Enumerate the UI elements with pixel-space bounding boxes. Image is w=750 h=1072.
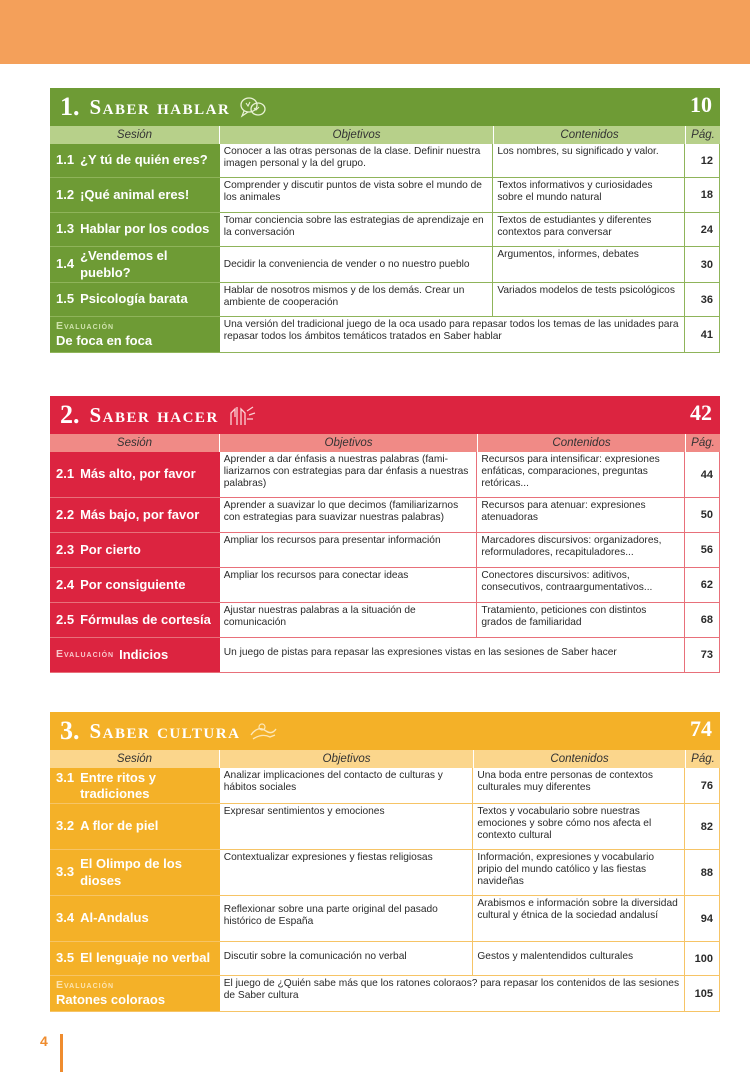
section-name: Saber cultura bbox=[89, 718, 241, 743]
hands-tools-icon bbox=[227, 403, 257, 427]
objetivos-cell: Ampliar los recursos para conectar ideas bbox=[220, 568, 478, 602]
page-cell: 24 bbox=[700, 223, 713, 236]
table-row bbox=[50, 896, 719, 942]
session-number: 2.5 bbox=[56, 611, 75, 627]
session-number: 1.5 bbox=[56, 291, 75, 307]
session-title: Entre ritos y tradiciones bbox=[80, 770, 156, 802]
header-sesion: Sesión bbox=[50, 750, 220, 768]
page-cell: 44 bbox=[700, 468, 713, 481]
contenidos-cell: Recursos para atenuar: expresiones atenuadoras bbox=[477, 498, 685, 532]
contenidos-cell: Textos de estudiantes y diferentes contextos para conversar bbox=[493, 213, 685, 246]
contenidos-cell: Gestos y malentendidos culturales bbox=[473, 942, 685, 975]
table-row bbox=[50, 452, 719, 498]
session-title: Fórmulas de cortesía bbox=[80, 611, 211, 627]
session-cell bbox=[50, 804, 220, 849]
session-title: ¿Vendemos el pueblo? bbox=[80, 248, 168, 280]
page-cell: 56 bbox=[700, 544, 713, 556]
header-pag: Pág. bbox=[691, 129, 715, 141]
header-objetivos: Objetivos bbox=[220, 434, 478, 452]
contenidos-cell: Argumentos, informes, debates bbox=[493, 247, 685, 282]
page-cell: 12 bbox=[700, 154, 713, 167]
contenidos-cell: Arabismos e información sobre la diversidad cultural y étnica de la sociedad andalusí bbox=[473, 896, 685, 941]
section-saber-hablar bbox=[50, 88, 720, 353]
globe-hands-icon bbox=[248, 719, 278, 743]
page-cell: 82 bbox=[700, 820, 713, 833]
section-title-bar bbox=[50, 396, 720, 434]
session-cell bbox=[50, 896, 220, 941]
contenidos-cell: Conectores discursivos: aditivos, consecutivos, contraargumentativos... bbox=[477, 568, 685, 602]
evaluation-row bbox=[50, 317, 719, 353]
evaluation-label: Evaluación bbox=[56, 319, 115, 332]
session-number: 1.3 bbox=[56, 221, 75, 237]
session-cell bbox=[50, 283, 220, 316]
header-sesion: Sesión bbox=[50, 126, 220, 144]
session-number: 1.4 bbox=[56, 256, 75, 272]
section-saber-cultura bbox=[50, 712, 720, 1012]
page-cell: 105 bbox=[694, 987, 713, 1000]
section-number: 2. bbox=[60, 400, 80, 429]
section-name: Saber hacer bbox=[89, 402, 219, 427]
evaluation-text: Un juego de pistas para repasar las expresiones vistas en las sesiones de Saber hacer bbox=[220, 638, 685, 672]
objetivos-cell: Reflexionar sobre una parte original del pasado histórico de España bbox=[220, 896, 474, 941]
table-row bbox=[50, 144, 719, 178]
evaluation-cell bbox=[50, 638, 220, 672]
table-row bbox=[50, 213, 719, 247]
evaluation-text: Una versión del tradicional juego de la oca usado para repasar todos los temas de las unidades para repasar todos los ámbitos temáticos tratados en Saber hablar bbox=[220, 317, 685, 352]
contenidos-cell: Una boda entre personas de contextos culturales muy diferentes bbox=[473, 768, 685, 803]
table-row bbox=[50, 804, 719, 850]
evaluation-title: Ratones coloraos bbox=[56, 991, 166, 1007]
header-objetivos: Objetivos bbox=[220, 750, 474, 768]
page-cell: 36 bbox=[700, 293, 713, 306]
session-number: 3.2 bbox=[56, 818, 75, 834]
session-title: Al-Andalus bbox=[80, 910, 149, 926]
header-objetivos: Objetivos bbox=[220, 126, 494, 144]
top-band bbox=[0, 0, 750, 64]
evaluation-cell bbox=[50, 317, 220, 352]
table-row bbox=[50, 568, 719, 603]
section-start-page: 74 bbox=[690, 716, 712, 741]
contenidos-cell: Textos y vocabulario sobre nuestras emociones y sobre cómo nos afecta el contexto cultural bbox=[473, 804, 685, 849]
evaluation-label: Evaluación bbox=[56, 648, 115, 661]
evaluation-label: Evaluación bbox=[56, 978, 115, 991]
session-title: El lenguaje no verbal bbox=[80, 950, 211, 966]
objetivos-cell: Expresar sentimientos y emociones bbox=[220, 804, 474, 849]
evaluation-cell bbox=[50, 976, 220, 1011]
evaluation-title: De foca en foca bbox=[56, 332, 153, 348]
session-cell bbox=[50, 452, 220, 497]
column-headers bbox=[50, 434, 720, 452]
page-cell: 100 bbox=[694, 952, 713, 965]
objetivos-cell: Decidir la conveniencia de vender o no nuestro pueblo bbox=[220, 247, 494, 282]
session-title: Por consiguiente bbox=[80, 576, 186, 592]
contenidos-cell: Tratamiento, peticiones con distintos grados de familiaridad bbox=[477, 603, 685, 637]
session-cell bbox=[50, 603, 220, 637]
session-title: El Olimpo de los dioses bbox=[80, 856, 182, 888]
table-row bbox=[50, 498, 719, 533]
session-title: Psicología barata bbox=[80, 291, 188, 307]
table-row bbox=[50, 247, 719, 283]
session-cell bbox=[50, 850, 220, 895]
page-cell: 88 bbox=[700, 866, 713, 879]
header-pag: Pág. bbox=[691, 437, 715, 449]
column-headers bbox=[50, 126, 720, 144]
session-cell bbox=[50, 768, 220, 803]
contenidos-cell: Recursos para intensificar: expresiones enfáticas, comparaciones, preguntas retóricas... bbox=[477, 452, 685, 497]
session-number: 1.2 bbox=[56, 186, 75, 202]
page-cell: 73 bbox=[700, 649, 713, 661]
section-name: Saber hablar bbox=[89, 94, 231, 119]
contenidos-cell: Marcadores discursivos: organizadores, reformuladores, recapituladores... bbox=[477, 533, 685, 567]
table-row bbox=[50, 768, 719, 804]
objetivos-cell: Ajustar nuestras palabras a la situación de comunicación bbox=[220, 603, 478, 637]
session-number: 3.4 bbox=[56, 910, 75, 926]
page-cell: 62 bbox=[700, 579, 713, 591]
objetivos-cell: Discutir sobre la comunicación no verbal bbox=[220, 942, 474, 975]
session-title: Más alto, por favor bbox=[80, 466, 196, 482]
session-cell bbox=[50, 144, 220, 177]
table-row bbox=[50, 942, 719, 976]
session-number: 1.1 bbox=[56, 152, 75, 168]
contenidos-cell: Información, expresiones y vocabulario pripio del mundo católico y las fiestas navideñas bbox=[473, 850, 685, 895]
page-cell: 50 bbox=[700, 509, 713, 521]
session-cell bbox=[50, 942, 220, 975]
session-number: 2.4 bbox=[56, 576, 75, 592]
page-cell: 30 bbox=[700, 258, 713, 271]
session-number: 2.3 bbox=[56, 541, 75, 557]
session-number: 2.1 bbox=[56, 466, 75, 482]
section-table-body bbox=[50, 144, 720, 353]
evaluation-row bbox=[50, 976, 719, 1012]
table-row bbox=[50, 283, 719, 317]
session-cell bbox=[50, 178, 220, 212]
page-cell: 41 bbox=[700, 328, 713, 341]
table-row bbox=[50, 603, 719, 638]
page-cell: 94 bbox=[700, 912, 713, 925]
session-cell bbox=[50, 498, 220, 532]
section-start-page: 42 bbox=[690, 400, 712, 425]
header-contenidos: Contenidos bbox=[474, 750, 686, 768]
section-title-bar bbox=[50, 712, 720, 750]
section-title-bar bbox=[50, 88, 720, 126]
evaluation-row bbox=[50, 638, 719, 673]
session-number: 3.1 bbox=[56, 770, 75, 785]
column-headers bbox=[50, 750, 720, 768]
objetivos-cell: Tomar conciencia sobre las estrategias de aprendizaje en la conversación bbox=[220, 213, 494, 246]
page-cell: 68 bbox=[700, 614, 713, 626]
session-number: 3.5 bbox=[56, 950, 75, 966]
contenidos-cell: Textos informativos y curiosidades sobre el mundo natural bbox=[493, 178, 685, 212]
session-cell bbox=[50, 533, 220, 567]
objetivos-cell: Contextualizar expresiones y fiestas religiosas bbox=[220, 850, 474, 895]
session-title: ¡Qué animal eres! bbox=[80, 186, 190, 202]
session-cell bbox=[50, 213, 220, 246]
evaluation-text: El juego de ¿Quién sabe más que los ratones coloraos? para repasar los contenidos de las sesiones de Saber cultura bbox=[220, 976, 685, 1011]
objetivos-cell: Comprender y discutir puntos de vista sobre el mundo de los animales bbox=[220, 178, 494, 212]
session-cell bbox=[50, 568, 220, 602]
session-number: 3.3 bbox=[56, 864, 75, 880]
objetivos-cell: Analizar implicaciones del contacto de culturas y hábitos sociales bbox=[220, 768, 474, 803]
section-number: 3. bbox=[60, 716, 80, 745]
evaluation-title: Indicios bbox=[119, 646, 169, 662]
header-contenidos: Contenidos bbox=[494, 126, 686, 144]
table-row bbox=[50, 178, 719, 213]
table-row bbox=[50, 850, 719, 896]
session-title: Más bajo, por favor bbox=[80, 506, 200, 522]
section-saber-hacer bbox=[50, 396, 720, 673]
session-title: Hablar por los codos bbox=[80, 221, 210, 237]
header-sesion: Sesión bbox=[50, 434, 220, 452]
page-cell: 18 bbox=[700, 189, 713, 201]
page-number: 4 bbox=[40, 1033, 48, 1049]
session-number: 2.2 bbox=[56, 506, 75, 522]
session-title: ¿Y tú de quién eres? bbox=[80, 152, 208, 168]
session-title: A flor de piel bbox=[80, 818, 159, 834]
contenidos-cell: Variados modelos de tests psicológicos bbox=[493, 283, 685, 316]
section-table-body bbox=[50, 452, 720, 673]
objetivos-cell: Aprender a suavizar lo que decimos (familiarizarnos con estrategias para suavizar nuestras palabras) bbox=[220, 498, 478, 532]
table-row bbox=[50, 533, 719, 568]
session-title: Por cierto bbox=[80, 541, 141, 557]
objetivos-cell: Conocer a las otras personas de la clase. Definir nuestra imagen personal y la del grupo. bbox=[220, 144, 494, 177]
contenidos-cell: Los nombres, su significado y valor. bbox=[493, 144, 685, 177]
objetivos-cell: Aprender a dar énfasis a nuestras palabras (fami-liarizarnos con estrategias para dar énfasis a nuestras palabras) bbox=[220, 452, 478, 497]
section-table-body bbox=[50, 768, 720, 1012]
section-start-page: 10 bbox=[690, 92, 712, 117]
footer-accent-bar bbox=[60, 1034, 63, 1072]
section-number: 1. bbox=[60, 92, 80, 121]
speech-bubbles-icon bbox=[238, 95, 268, 119]
page-cell: 76 bbox=[700, 779, 713, 792]
objetivos-cell: Ampliar los recursos para presentar información bbox=[220, 533, 478, 567]
header-contenidos: Contenidos bbox=[478, 434, 686, 452]
objetivos-cell: Hablar de nosotros mismos y de los demás. Crear un ambiente de cooperación bbox=[220, 283, 494, 316]
header-pag: Pág. bbox=[691, 753, 715, 765]
session-cell bbox=[50, 247, 220, 282]
